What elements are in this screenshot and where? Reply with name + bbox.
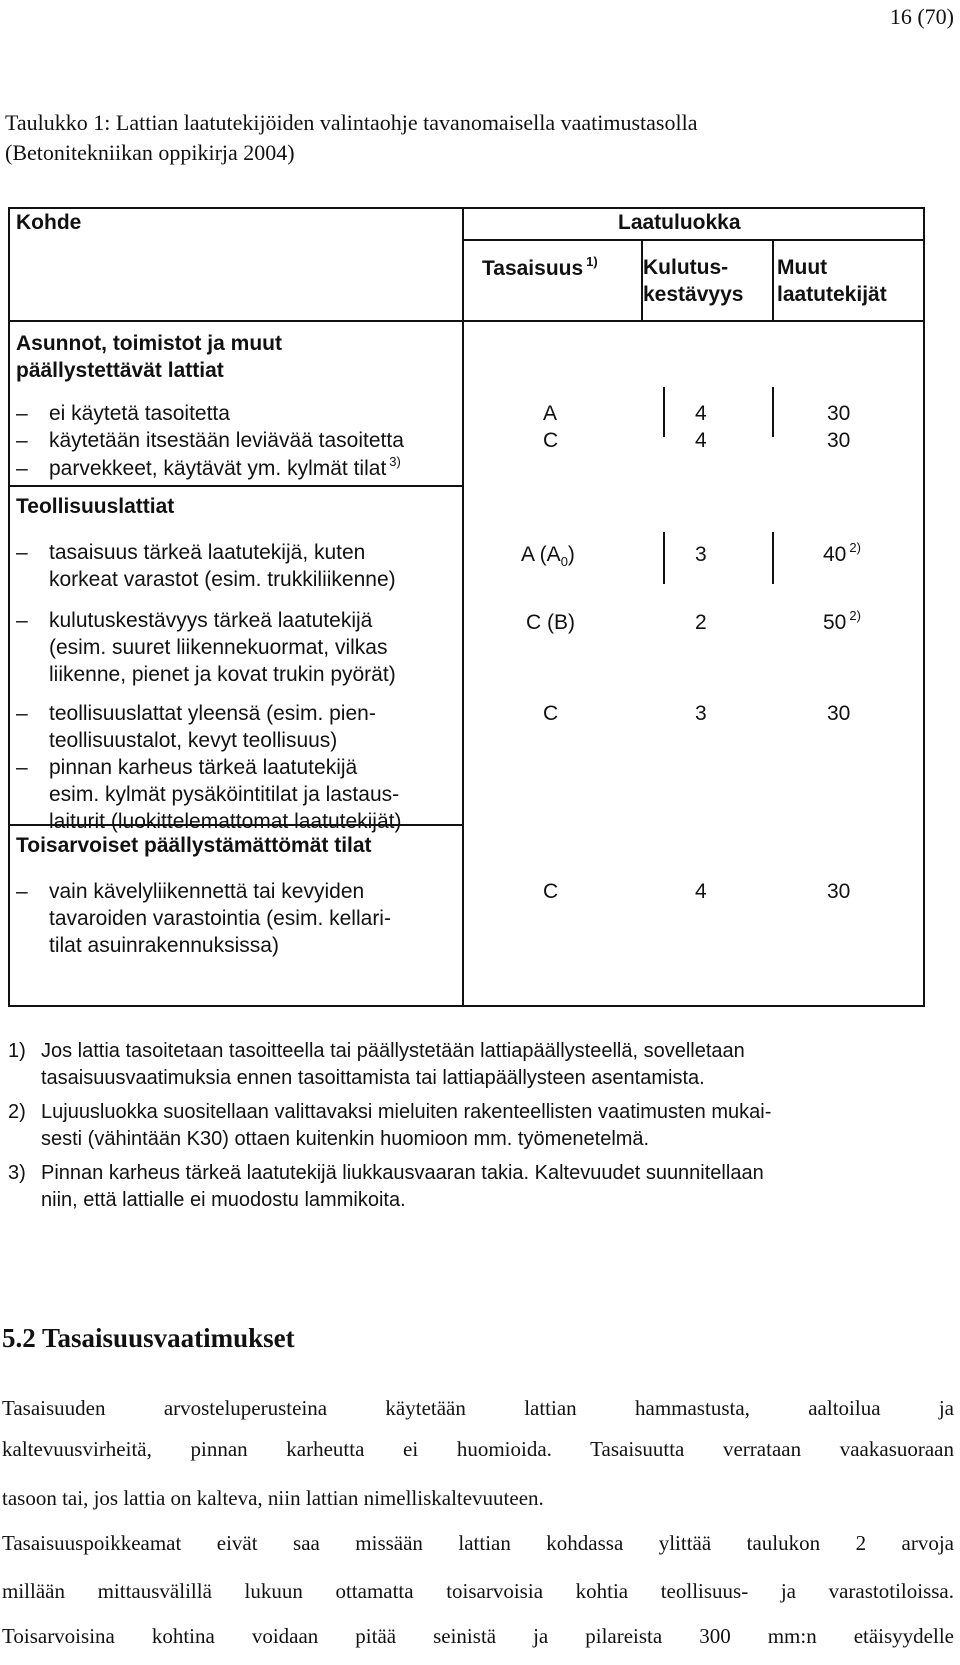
caption-line-2: (Betonitekniikan oppikirja 2004) (5, 140, 295, 165)
row-dash: – (16, 429, 28, 452)
row-label: vain kävelyliikennettä tai kevyiden tavaroiden varastointia (esim. kellari- tilat asuinrakennuksissa) (49, 880, 391, 957)
cell-tasaisuus: C (B) (526, 611, 575, 634)
table-divider-section1 (10, 485, 462, 487)
header-kulutuskestavyys: Kulutus- kestävyys (643, 256, 744, 306)
header-muut-laatutekijat: Muut laatutekijät (777, 256, 887, 306)
row-dash: – (16, 541, 28, 564)
row-dash: – (16, 609, 28, 632)
cell-kulutus: 4 (695, 880, 707, 903)
cell-tasaisuus: C (543, 429, 559, 452)
header-laatuluokka: Laatuluokka (618, 211, 741, 234)
table-divider-vertical (462, 209, 464, 1005)
cell-muut: 30 (827, 702, 851, 725)
table-divider-laatuluokka (462, 239, 923, 241)
row-label: parvekkeet, käytävät ym. kylmät tilat $^{3)}$ (49, 454, 401, 480)
cell-muut: 40 $^{2)}$ (823, 540, 861, 566)
cell-kulutus: 4 (695, 429, 707, 452)
row-label: teollisuuslattat yleensä (esim. pien- teollisuustalot, kevyt teollisuus) (49, 702, 376, 752)
row-separator (772, 532, 774, 584)
row-dash: – (16, 702, 28, 725)
row-dash: – (16, 402, 28, 425)
header-kohde: Kohde (16, 211, 82, 234)
cell-kulutus: 3 (695, 543, 707, 566)
row-separator (663, 532, 665, 584)
paragraph-line: Tasaisuuden arvosteluperusteina käytetään lattian hammastusta, aaltoilua ja (2, 1396, 954, 1420)
cell-tasaisuus: C (543, 702, 559, 725)
header-tasaisuus: Tasaisuus $^{1)}$ (482, 254, 598, 280)
table-caption (5, 108, 905, 168)
cell-tasaisuus: A (543, 402, 558, 425)
section-heading: 5.2 Tasaisuusvaatimukset (2, 1323, 295, 1353)
paragraph-line: Tasaisuuspoikkeamat eivät saa missään lattian kohdassa ylittää taulukon 2 arvoja (2, 1531, 954, 1555)
page-number: 16 (70) (889, 4, 954, 29)
cell-tasaisuus: A $(A_0)$ (521, 543, 575, 569)
row-dash: – (16, 880, 28, 903)
row-separator (772, 387, 774, 437)
cell-kulutus: 2 (695, 611, 707, 634)
row-label: käytetään itsestään leviävää tasoitetta (49, 429, 404, 452)
cell-muut: 50 $^{2)}$ (823, 608, 861, 634)
cell-tasaisuus: C (543, 880, 559, 903)
section-title-asunnot: Asunnot, toimistot ja muut päällystettävät lattiat (16, 332, 282, 382)
paragraph-line: kaltevuusvirheitä, pinnan karheutta ei huomioida. Tasaisuutta verrataan vaakasuoraan (2, 1437, 954, 1461)
paragraph-line: millään mittausvälillä lukuun ottamatta toisarvoisia kohtia teollisuus- ja varastotiloissa. (2, 1579, 954, 1603)
table-divider-header (10, 320, 923, 322)
cell-muut: 30 (827, 429, 851, 452)
cell-kulutus: 4 (695, 402, 707, 425)
section-title-toisarvoiset: Toisarvoiset päällystämättömät tilat (16, 834, 372, 857)
cell-kulutus: 3 (695, 702, 707, 725)
paragraph-line: Toisarvoisina kohtina voidaan pitää seinistä ja pilareista 300 mm:n etäisyydelle (2, 1624, 954, 1648)
section-title-teollisuuslattiat: Teollisuuslattiat (16, 495, 175, 518)
row-label: tasaisuus tärkeä laatutekijä, kuten korkeat varastot (esim. trukkiliikenne) (49, 541, 396, 591)
quality-table (8, 207, 925, 1007)
cell-muut: 30 (827, 880, 851, 903)
row-dash: – (16, 457, 28, 480)
paragraph-line: tasoon tai, jos lattia on kalteva, niin lattian nimelliskaltevuuteen. (2, 1486, 544, 1510)
row-label: ei käytetä tasoitetta (49, 402, 230, 425)
row-label: pinnan karheus tärkeä laatutekijä esim. kylmät pysäköintitilat ja lastaus- laiturit (luokittelemattomat laatutekijät) (49, 756, 402, 833)
row-dash: – (16, 756, 28, 779)
caption-line-1: Taulukko 1: Lattian laatutekijöiden valintaohje tavanomaisella vaatimustasolla (5, 110, 698, 135)
row-separator (663, 387, 665, 437)
row-label: kulutuskestävyys tärkeä laatutekijä (esim. suuret liikennekuormat, vilkas liikenne, pienet ja kovat trukin pyörät) (49, 609, 396, 686)
header-col-separator-2 (772, 241, 774, 320)
cell-muut: 30 (827, 402, 851, 425)
